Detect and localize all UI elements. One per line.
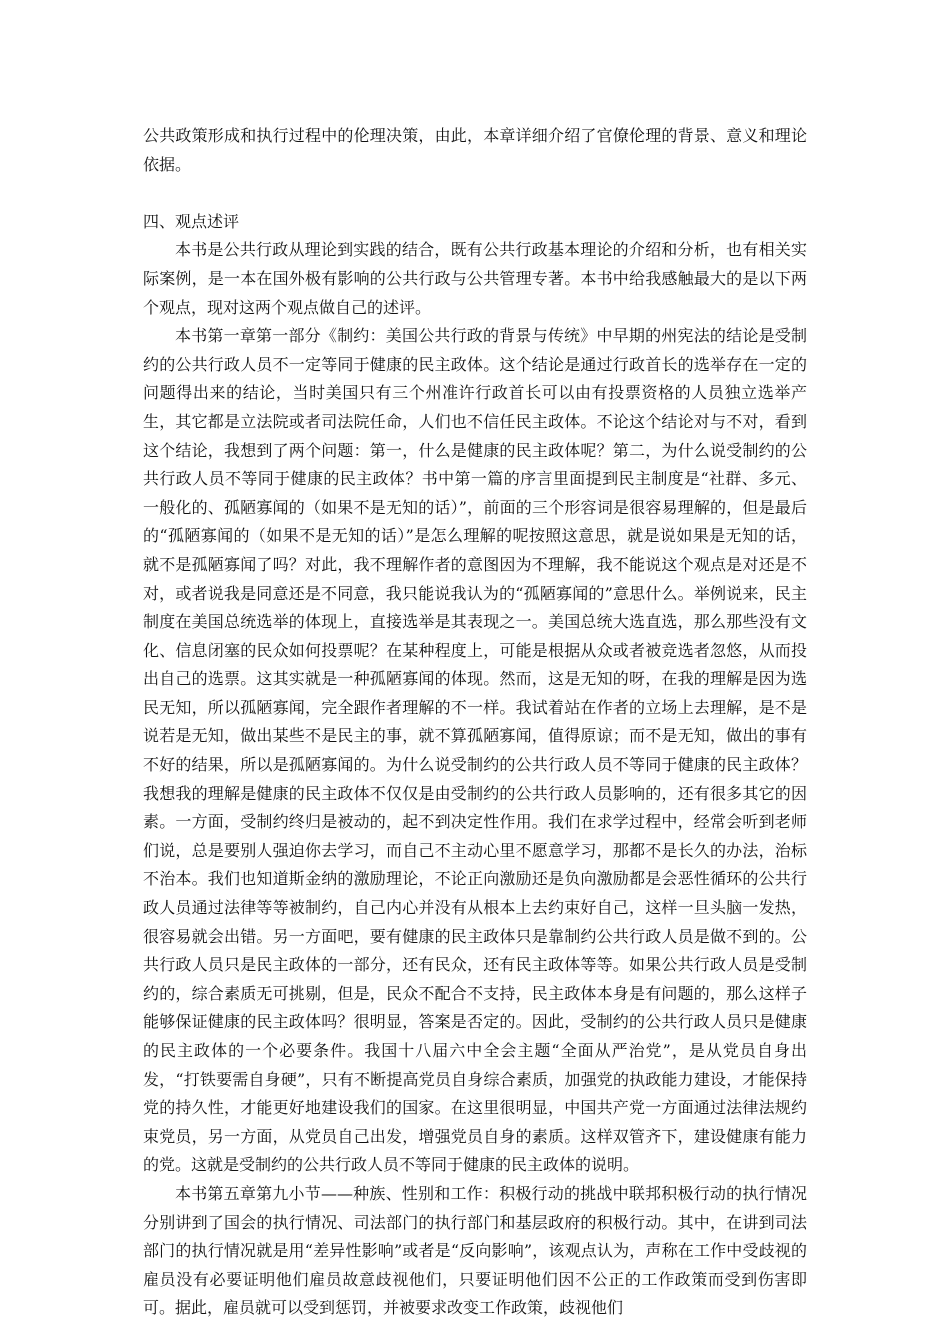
paragraph-chapter-five-review: 本书第五章第九小节——种族、性别和工作：积极行动的挑战中联邦积极行动的执行情况分别讲到了国会的执行情况、司法部门的执行部门和基层政府的积极行动。其中，在讲到司法部门的执行情况就是用“差异性影响”或者是“反向影响”，该观点认为，声称在工作中受歧视的雇员没有必要证明他们雇员故意歧视他们，只要证明他们因不公正的工作政策而受到伤害即可。据此，雇员就可以受到惩罚，并被要求改变工作政策，歧视他们: [143, 1183, 807, 1318]
opening-paragraph: 公共政策形成和执行过程中的伦理决策，由此，本章详细介绍了官僚伦理的背景、意义和理论依据。: [143, 126, 807, 174]
document-page: [143, 122, 807, 1323]
paragraph-intro: 本书是公共行政从理论到实践的结合，既有公共行政基本理论的介绍和分析，也有相关实际案例，是一本在国外极有影响的公共行政与公共管理专著。本书中给我感触最大的是以下两个观点，现对这两个观点做自己的述评。: [143, 240, 807, 317]
paragraph-chapter-one-review: 本书第一章第一部分《制约：美国公共行政的背景与传统》中早期的州宪法的结论是受制约的公共行政人员不一定等同于健康的民主政体。这个结论是通过行政首长的选举存在一定的问题得出来的结论，当时美国只有三个州准许行政首长可以由有投票资格的人员独立选举产生，其它都是立法院或者司法院任命，人们也不信任民主政体。不论这个结论对与不对，看到这个结论，我想到了两个问题：第一，什么是健康的民主政体呢？第二，为什么说受制约的公共行政人员不等同于健康的民主政体？书中第一篇的序言里面提到民主制度是“社群、多元、一般化的、孤陋寡闻的（如果不是无知的话）”，前面的三个形容词是很容易理解的，但是最后的“孤陋寡闻的（如果不是无知的话）”是怎么理解的呢按照这意思，就是说如果是无知的话，就不是孤陋寡闻了吗？对此，我不理解作者的意图因为不理解，我不能说这个观点是对还是不对，或者说我是同意还是不同意，我只能说我认为的“孤陋寡闻的”意思什么。举例说来，民主制度在美国总统选举的体现上，直接选举是其表现之一。美国总统大选直选，那么那些没有文化、信息闭塞的民众如何投票呢？在某种程度上，可能是根据从众或者被竞选者忽悠，从而投出自己的选票。这其实就是一种孤陋寡闻的体现。然而，这是无知的呀，在我的理解是因为选民无知，所以孤陋寡闻，完全跟作者理解的不一样。我试着站在作者的立场上去理解，是不是说若是无知，做出某些不是民主的事，就不算孤陋寡闻，值得原谅；而不是无知，做出的事有不好的结果，所以是孤陋寡闻的。为什么说受制约的公共行政人员不等同于健康的民主政体？我想我的理解是健康的民主政体不仅仅是由受制约的公共行政人员影响的，还有很多其它的因素。一方面，受制约终归是被动的，起不到决定性作用。我们在求学过程中，经常会听到老师们说，总是要别人强迫你去学习，而自己不主动心里不愿意学习，那都不是长久的办法，治标不治本。我们也知道斯金纳的激励理论，不论正向激励还是负向激励都是会恶性循环的公共行政人员通过法律等等被制约，自己内心并没有从根本上去约束好自己，这样一旦头脑一发热，很容易就会出错。另一方面吧，要有健康的民主政体只是靠制约公共行政人员是做不到的。公共行政人员只是民主政体的一部分，还有民众，还有民主政体等等。如果公共行政人员是受制约的，综合素质无可挑剔，但是，民众不配合不支持，民主政体本身是有问题的，那么这样子能够保证健康的民主政体吗？很明显，答案是否定的。因此，受制约的公共行政人员只是健康的民主政体的一个必要条件。我国十八届六中全会主题“全面从严治党”，是从党员自身出发，“打铁要需自身硬”，只有不断提高党员自身综合素质，加强党的执政能力建设，才能保持党的持久性，才能更好地建设我们的国家。在这里很明显，中国共产党一方面通过法律法规约束党员，另一方面，从党员自己出发，增强党员自身的素质。这样双管齐下，建设健康有能力的党。这就是受制约的公共行政人员不等同于健康的民主政体的说明。: [143, 326, 807, 1175]
section-heading: 四、观点述评: [143, 211, 240, 231]
